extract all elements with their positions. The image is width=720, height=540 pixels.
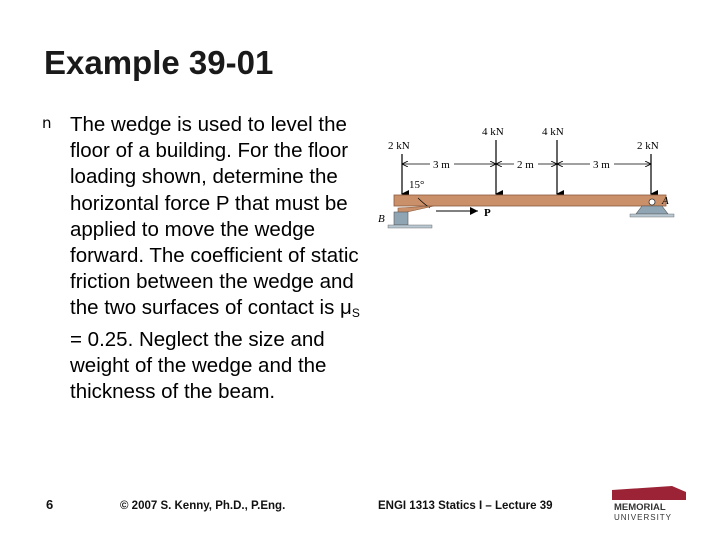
memorial-university-logo [612, 486, 686, 522]
bullet-marker: n [42, 114, 52, 132]
load-label-1: 2 kN [388, 140, 410, 152]
force-p-label: P [484, 207, 491, 219]
problem-statement [70, 112, 372, 405]
span-label-3: 3 m [593, 159, 610, 171]
beam-wedge-diagram [372, 118, 676, 238]
course-label: ENGI 1313 Statics I – Lecture 39 [378, 500, 553, 512]
load-label-4: 2 kN [637, 140, 659, 152]
friction-subscript: S [351, 306, 360, 321]
support-b [388, 212, 432, 228]
problem-text-main: The wedge is used to level the floor of a building. For the floor loading shown, determine the horizontal force P that must be applied to move the wedge forward. The coefficient of static friction between the wedge and the two surfaces of contact is μ [70, 113, 359, 320]
logo-line-2: UNIVERSITY [614, 513, 673, 522]
page-number: 6 [46, 497, 54, 512]
point-b-label: B [378, 213, 385, 225]
load-label-3: 4 kN [542, 126, 564, 138]
copyright-text: © 2007 S. Kenny, Ph.D., P.Eng. [120, 500, 286, 512]
span-label-2: 2 m [517, 159, 534, 171]
span-label-1: 3 m [433, 159, 450, 171]
logo-line-1: MEMORIAL [614, 502, 666, 513]
point-a-label: A [662, 195, 669, 207]
angle-label: 15° [409, 179, 425, 191]
load-label-2: 4 kN [482, 126, 504, 138]
beam [394, 195, 666, 206]
slide-title: Example 39-01 [44, 44, 274, 81]
problem-text-end: = 0.25. Neglect the size and weight of the wedge and the thickness of the beam. [70, 327, 327, 404]
